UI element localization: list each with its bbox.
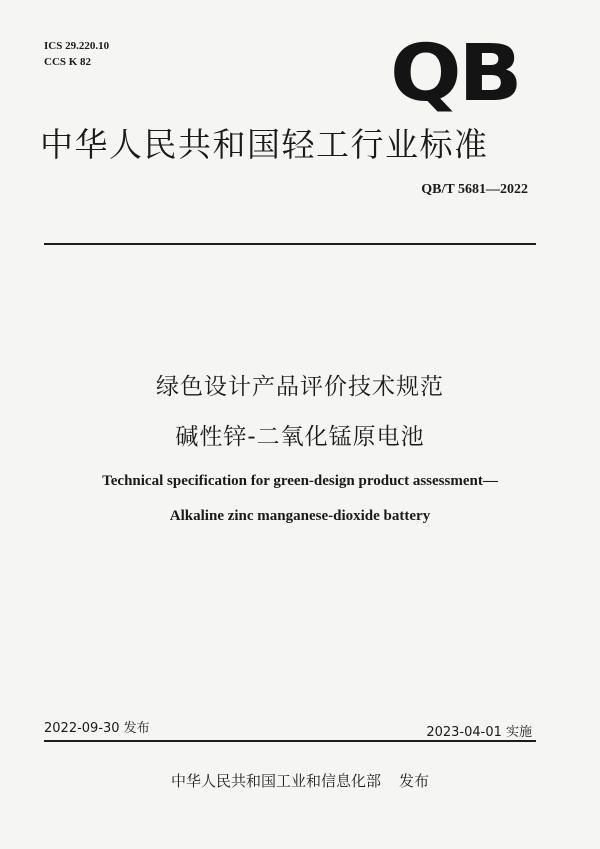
english-title-line-2: Alkaline zinc manganese-dioxide battery [169,508,431,524]
classification-codes [44,38,109,70]
publisher [0,770,600,791]
publisher-action: 发布 [399,772,430,790]
standard-number: QB/T 5681—2022 [421,182,528,197]
implementation-date: 2023-04-01 实施 [426,725,532,740]
chinese-title-line-1: 绿色设计产品评价技术规范 [156,374,444,400]
standard-category-title: 中华人民共和国轻工行业标准 [40,125,489,164]
qb-logo: QB [390,29,520,119]
ics-code: ICS 29.220.10 [44,40,110,52]
english-title-line-1: Technical specification for green-design product assessment— [102,473,498,489]
chinese-title-line-2: 碱性锌-二氧化锰原电池 [175,424,425,450]
publisher-name: 中华人民共和国工业和信息化部 [170,772,381,790]
header-divider [44,243,536,245]
issue-date: 2022-09-30 发布 [44,721,150,736]
ccs-code: CCS K 82 [44,56,92,68]
footer-divider [44,740,536,742]
